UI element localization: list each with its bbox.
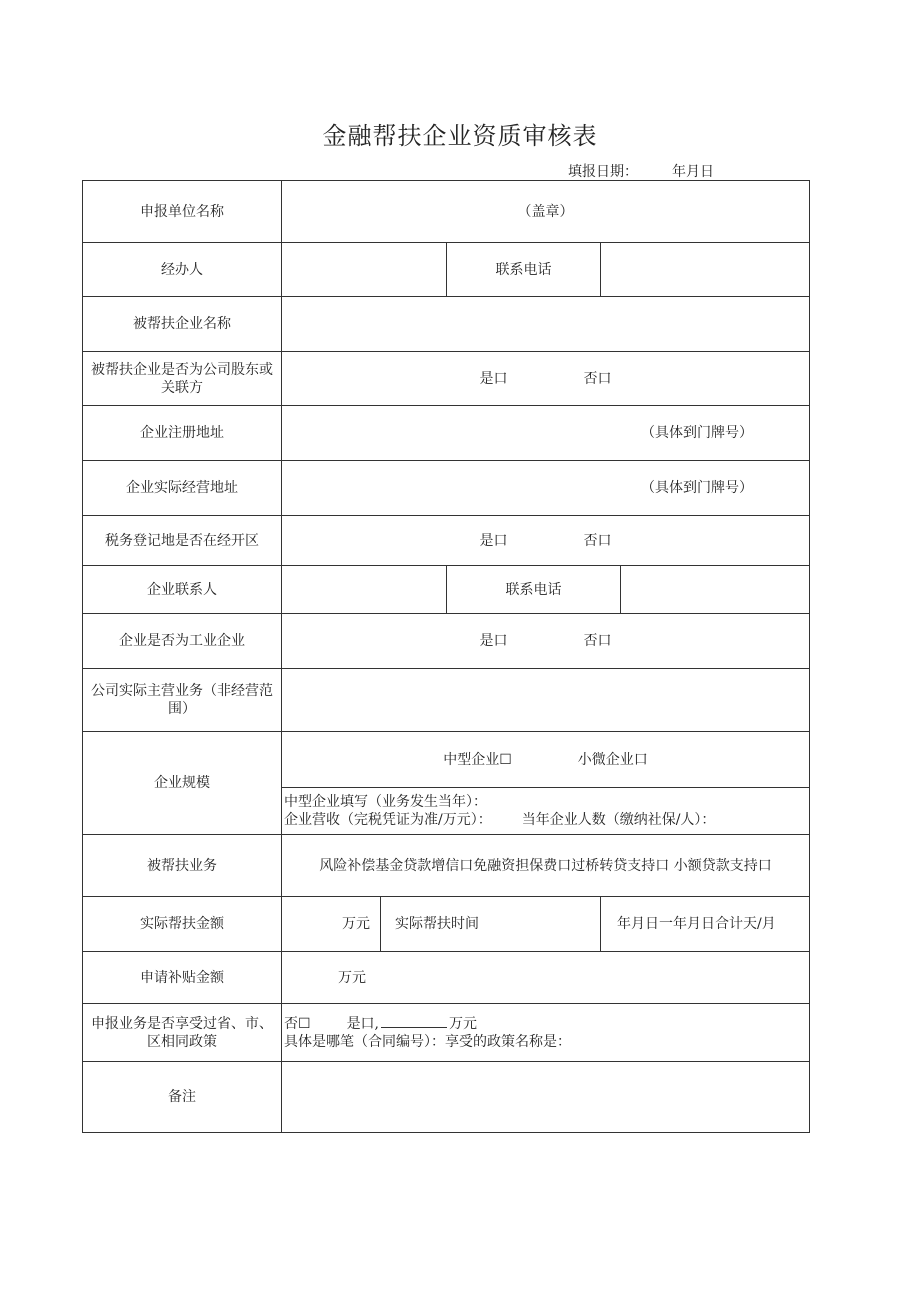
main-business-label: 公司实际主营业务（非经营范围） <box>83 669 282 732</box>
row-reg-address <box>83 406 810 461</box>
fill-date-label: 填报日期： <box>568 164 638 180</box>
policy-field <box>282 1004 810 1062</box>
actual-address-label: 企业实际经营地址 <box>83 461 282 516</box>
subsidy-field[interactable] <box>282 952 810 1004</box>
contact-phone-label: 联系电话 <box>447 566 621 614</box>
is-shareholder-no-checkbox[interactable]: 否口 <box>583 370 612 387</box>
subsidy-unit: 万元 <box>338 969 366 986</box>
row-actual-address <box>83 461 810 516</box>
policy-amount-blank[interactable] <box>381 1015 447 1028</box>
tax-reg-choices <box>282 516 810 566</box>
row-contact <box>83 566 810 614</box>
industrial-label: 企业是否为工业企业 <box>83 614 282 669</box>
remarks-field[interactable] <box>282 1062 810 1133</box>
revenue-label: 企业营收（完税凭证为准/万元）： <box>284 812 492 828</box>
row-main-business <box>83 669 810 732</box>
scale-metrics <box>284 811 805 829</box>
policy-unit: 万元 <box>449 1015 478 1032</box>
remarks-label: 备注 <box>83 1062 282 1133</box>
handler-label: 经办人 <box>83 243 282 297</box>
subsidy-label: 申请补贴金额 <box>83 952 282 1004</box>
row-industrial <box>83 614 810 669</box>
row-amount <box>83 897 810 952</box>
is-shareholder-label: 被帮扶企业是否为公司股东或关联方 <box>83 352 282 406</box>
row-policy <box>83 1004 810 1062</box>
row-tax-reg <box>83 516 810 566</box>
row-scale <box>83 732 810 788</box>
scale-label: 企业规模 <box>83 732 282 835</box>
scale-choices <box>282 732 810 788</box>
handler-field[interactable] <box>282 243 447 297</box>
fill-date-units: 年月日 <box>672 164 714 180</box>
industrial-yes-checkbox[interactable]: 是口 <box>479 633 508 649</box>
amount-time-cell <box>381 897 601 952</box>
industrial-choices <box>282 614 810 669</box>
fill-date <box>568 161 714 181</box>
tax-reg-yes-checkbox[interactable]: 是口 <box>479 532 508 549</box>
is-shareholder-choices <box>282 352 810 406</box>
supported-name-label: 被帮扶企业名称 <box>83 297 282 352</box>
staff-label: 当年企业人数（缴纳社保/人）： <box>521 812 716 828</box>
actual-address-field[interactable] <box>282 461 810 516</box>
amount-unit: 万元 <box>342 916 370 932</box>
amount-time-field[interactable]: 年月日一年月日合计天/月 <box>601 897 810 952</box>
is-shareholder-yes-checkbox[interactable]: 是口 <box>479 370 508 387</box>
scale-medium-checkbox[interactable]: 中型企业☐ <box>443 751 512 768</box>
row-is-shareholder <box>83 352 810 406</box>
applicant-field[interactable] <box>282 181 810 243</box>
amount-field[interactable] <box>282 897 381 952</box>
industrial-no-checkbox[interactable]: 否口 <box>583 633 612 649</box>
policy-no-checkbox[interactable]: 否☐ <box>284 1015 311 1032</box>
scale-small-checkbox[interactable]: 小微企业口 <box>577 751 648 768</box>
actual-address-note: （具体到门牌号） <box>641 480 753 496</box>
handler-phone-label: 联系电话 <box>447 243 601 297</box>
handler-phone-field[interactable] <box>601 243 810 297</box>
policy-yes-checkbox[interactable]: 是口, <box>346 1015 380 1032</box>
main-business-field[interactable] <box>282 669 810 732</box>
business-label: 被帮扶业务 <box>83 835 282 897</box>
business-options[interactable]: 风险补偿基金贷款增信口免融资担保费口过桥转贷支持口 小额贷款支持口 <box>282 835 810 897</box>
row-business <box>83 835 810 897</box>
scale-fill-note: 中型企业填写（业务发生当年）： <box>284 794 487 810</box>
amount-label: 实际帮扶金额 <box>83 897 282 952</box>
tax-reg-label: 税务登记地是否在经开区 <box>83 516 282 566</box>
policy-detail[interactable]: 具体是哪笔（合同编号）：享受的政策名称是： <box>284 1033 571 1050</box>
policy-choices <box>284 1015 805 1033</box>
scale-details[interactable] <box>282 788 810 835</box>
applicant-label: 申报单位名称 <box>83 181 282 243</box>
review-form-table <box>82 180 810 1133</box>
reg-address-field[interactable] <box>282 406 810 461</box>
seal-note: （盖章） <box>517 203 574 220</box>
row-subsidy <box>83 952 810 1004</box>
supported-name-field[interactable] <box>282 297 810 352</box>
row-supported-name <box>83 297 810 352</box>
form-title: 金融帮扶企业资质审核表 <box>322 122 598 150</box>
row-handler <box>83 243 810 297</box>
row-applicant <box>83 181 810 243</box>
row-remarks <box>83 1062 810 1133</box>
contact-label: 企业联系人 <box>83 566 282 614</box>
reg-address-note: （具体到门牌号） <box>641 425 753 441</box>
policy-label: 申报业务是否享受过省、市、区相同政策 <box>83 1004 282 1062</box>
contact-phone-field[interactable] <box>621 566 810 614</box>
reg-address-label: 企业注册地址 <box>83 406 282 461</box>
amount-time-label: 实际帮扶时间 <box>395 916 479 932</box>
contact-field[interactable] <box>282 566 447 614</box>
tax-reg-no-checkbox[interactable]: 否口 <box>583 532 612 549</box>
